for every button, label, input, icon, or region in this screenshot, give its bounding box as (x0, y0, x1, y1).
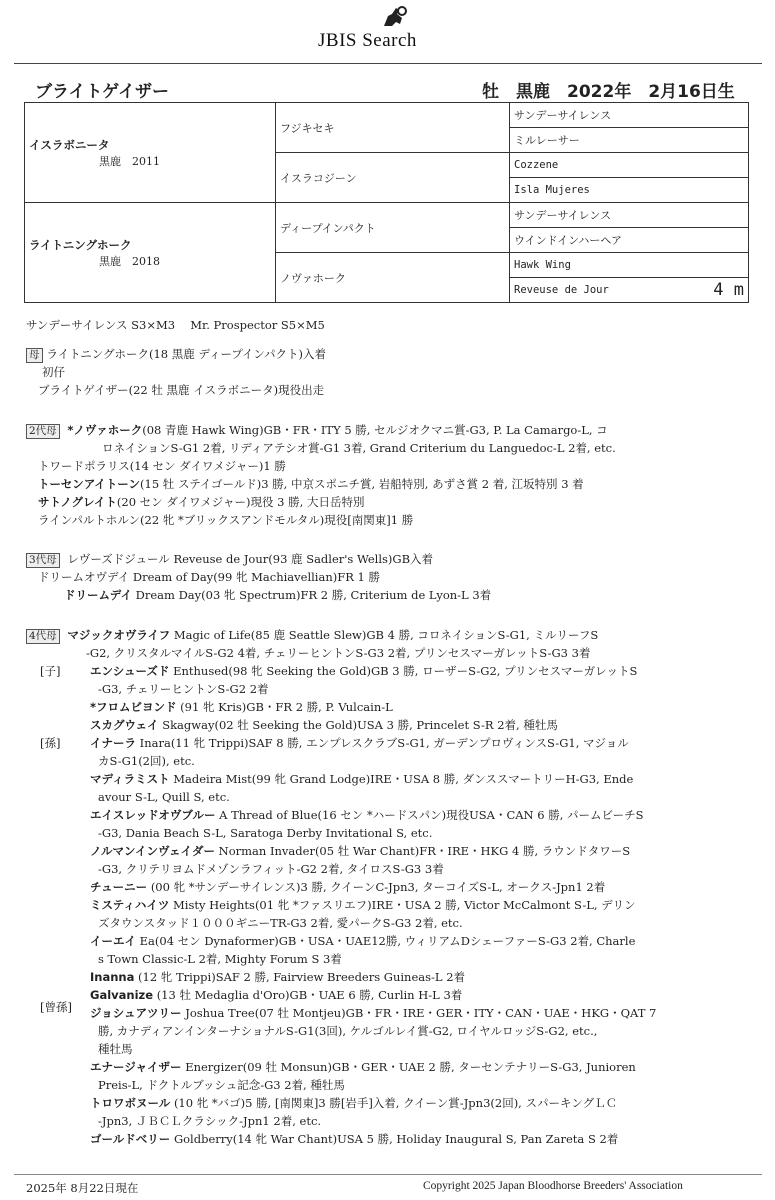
descendant-entry (98, 860, 444, 878)
descendant-record: Preis-L, ドクトルブッシュ記念-G3 2着, 種牡馬 (98, 1078, 345, 1092)
descendant-name[interactable]: ジョシュアツリー (90, 1006, 182, 1020)
g2-l4-text: (15 牡 ステイゴールド)3 勝, 中京スポニチ賞, 岩船特別, あずさ賞 2 着, 江坂特別 3 着 (140, 477, 584, 491)
g2-l3: トワードポラリス(14 セン ダイワメジャー)1 勝 (38, 459, 286, 473)
inbreeding-line: サンデーサイレンス S3×M3 Mr. Prospector S5×M5 (26, 318, 325, 332)
g2-name[interactable]: *ノヴァホーク (67, 423, 143, 437)
descendant-entry (90, 716, 558, 734)
descendant-name[interactable]: マディラミスト (90, 772, 170, 786)
descendant-entry (98, 914, 463, 932)
descendant-record: (91 牝 Kris)GB・FR 2 勝, P. Vulcain-L (180, 700, 393, 714)
descendant-name[interactable]: トロワボヌール (90, 1096, 171, 1110)
dss-cell[interactable]: サンデーサイレンス (510, 203, 749, 228)
descendant-record: Skagway(02 牡 Seeking the Gold)USA 3 勝, Princelet S-R 2着, 種牡馬 (162, 718, 558, 732)
descendant-name[interactable]: Inanna (90, 970, 135, 984)
g2-l6: ラインパルトホルン(22 牝 *ブリックスアンドモルタル)現役[南関東]1 勝 (38, 513, 414, 527)
g2-l2: ロネイションS-G1 2着, リディアテシオ賞-G1 3着, Grand Criterium du Languedoc-L 2着, etc. (102, 441, 616, 455)
descendant-record: Norman Invader(05 牡 War Chant)FR・IRE・HKG 4 勝, ラウンドタワーS (218, 844, 631, 858)
ds-cell[interactable]: ディープインパクト (276, 203, 510, 253)
site-logo[interactable]: JBIS Search (318, 30, 417, 51)
descendant-record: (12 牝 Trippi)SAF 2 勝, Fairview Breeders Guineas-L 2着 (138, 970, 466, 984)
footer-divider (14, 1174, 762, 1175)
g4-section (26, 626, 598, 644)
sire-detail: 黒鹿 2011 (99, 154, 160, 168)
g4-name[interactable]: マジックオヴライフ (67, 628, 171, 642)
descendant-record: Madeira Mist(99 牝 Grand Lodge)IRE・USA 8 勝, ダンススマートリーH-G3, Ende (173, 772, 634, 786)
descendant-record: -Jpn3, ＪＢＣＬクラシック-Jpn1 2着, etc. (98, 1114, 322, 1128)
g2-l1: (08 青鹿 Hawk Wing)GB・FR・ITY 5 勝, セルジオクマニ賞-G3, P. La Camargo-L, コ (142, 423, 608, 437)
descendant-entry (90, 698, 393, 716)
descendant-entry (90, 1004, 656, 1022)
descendant-entry (98, 950, 342, 968)
dam-line3: ブライトゲイザー(22 牡 黒鹿 イスラボニータ)現役出走 (38, 383, 325, 397)
descendant-record: Inara(11 牝 Trippi)SAF 8 勝, エンプレスクラブS-G1, ガーデンプロヴィンスS-G1, マジョル (139, 736, 629, 750)
descendant-entry (98, 1022, 597, 1040)
descendant-name[interactable]: *フロムビヨンド (90, 700, 177, 714)
descendant-record: -G3, チェリーヒントンS-G2 2着 (98, 682, 269, 696)
descendant-record: Goldberry(14 牝 War Chant)USA 5 勝, Holiday Inaugural S, Pan Zareta S 2着 (173, 1132, 619, 1146)
g2-l5-name[interactable]: サトノグレイト (38, 495, 117, 509)
descendant-record: カS-G1(2回), etc. (98, 754, 195, 768)
g4-tag: 4代母 (26, 629, 60, 644)
descendant-entry (90, 1130, 618, 1148)
descendant-record: Misty Heights(01 牝 *ファスリエフ)IRE・USA 2 勝, Victor McCalmont S-L, デリン (173, 898, 636, 912)
dd-cell[interactable]: ノヴァホーク (276, 253, 510, 303)
g2-l4-name[interactable]: トーセンアイトーン (38, 477, 141, 491)
sdd-cell[interactable]: Isla Mujeres (510, 178, 749, 203)
descendant-entry (98, 1076, 345, 1094)
footer-date: 2025年 8月22日現在 (26, 1181, 139, 1195)
descendant-entry (90, 662, 637, 680)
descendant-record: Enthused(98 牝 Seeking the Gold)GB 3 勝, ローザーS-G2, プリンセスマーガレットS (173, 664, 638, 678)
descendant-entry (90, 842, 630, 860)
descendant-entry (90, 770, 633, 788)
descendant-name[interactable]: ノルマンインヴェイダー (90, 844, 216, 858)
ss-cell[interactable]: フジキセキ (276, 103, 510, 153)
descendant-name[interactable]: エンシューズド (90, 664, 170, 678)
descendant-record: 勝, カナディアンインターナショナルS-G1(3回), ケルゴルレイ賞-G2, ロイヤルロッジS-G2, etc., (98, 1024, 598, 1038)
descendant-record: s Town Classic-L 2着, Mighty Forum S 3着 (98, 952, 342, 966)
descendant-record: (10 牝 *バゴ)5 勝, [南関東]3 勝[岩手]入着, クイーン賞-Jpn3(2回), スパーキングＬＣ (173, 1096, 618, 1110)
dam-name[interactable]: ライトニングホーク (29, 237, 132, 252)
family-number: 4 m (713, 280, 744, 300)
g3-section (26, 550, 433, 568)
g3-l1: レヴーズドジュール Reveuse de Jour(93 鹿 Sadler's Wells)GB入着 (67, 552, 434, 566)
g3-tag: 3代母 (26, 553, 60, 568)
sire-name[interactable]: イスラボニータ (29, 137, 110, 152)
g4-l2: -G2, クリスタルマイルS-G2 4着, チェリーヒントンS-G3 2着, プリンセスマーガレットS-G3 3着 (86, 646, 591, 660)
g2-section (26, 421, 608, 439)
descendant-entry (90, 734, 629, 752)
descendant-name[interactable]: ミスティハイツ (90, 898, 170, 912)
descendant-name[interactable]: エナージャイザー (90, 1060, 182, 1074)
g3-l3-name[interactable]: ドリームデイ (64, 588, 132, 602)
descendant-entry (90, 986, 462, 1004)
descendant-record: A Thread of Blue(16 セン *ハードスパン)現役USA・CAN 6 勝, パームビーチS (219, 808, 644, 822)
g2-l5 (38, 493, 364, 511)
dam-line1: ライトニングホーク(18 黒鹿 ディープインパクト)入着 (46, 347, 327, 361)
descendant-record: ズタウンスタッド１０００ギニーTR-G3 2着, 愛パークS-G3 2着, etc. (98, 916, 463, 930)
descendant-record: Joshua Tree(07 牡 Montjeu)GB・FR・IRE・GER・ITY・CAN・UAE・HKG・QAT 7 (185, 1006, 657, 1020)
g2-tag: 2代母 (26, 424, 60, 439)
descendant-entry (90, 1094, 617, 1112)
great-grandchildren-tag: [曾孫] (40, 1000, 72, 1014)
descendant-entry (90, 968, 465, 986)
ssd-cell[interactable]: ミルレーサー (510, 128, 749, 153)
descendant-entry (98, 1040, 133, 1058)
descendant-name[interactable]: イーエイ (90, 934, 136, 948)
descendant-entry (98, 1112, 321, 1130)
descendant-name[interactable]: チューニー (90, 880, 148, 894)
footer-copyright: Copyright 2025 Japan Bloodhorse Breeders' Association (423, 1180, 683, 1192)
grandchildren-tag: [孫] (40, 736, 61, 750)
dsd-cell[interactable]: ウインドインハーヘア (510, 228, 749, 253)
descendant-name[interactable]: ゴールドベリー (90, 1132, 171, 1146)
descendant-record: 種牡馬 (98, 1042, 133, 1056)
g2-l5-text: (20 セン ダイワメジャー)現役 3 勝, 大日岳特別 (116, 495, 365, 509)
dds-cell[interactable]: Hawk Wing (510, 253, 749, 278)
descendant-entry (90, 806, 643, 824)
sds-cell[interactable]: Cozzene (510, 153, 749, 178)
descendant-entry (90, 896, 636, 914)
sss-cell[interactable]: サンデーサイレンス (510, 103, 749, 128)
dam-section (26, 345, 326, 363)
descendant-record: -G3, クリテリヨムドメゾンラフィット-G2 2着, タイロスS-G3 3着 (98, 862, 444, 876)
g3-l3 (64, 586, 491, 604)
dam-detail: 黒鹿 2018 (99, 254, 160, 268)
horse-info: 牡 黒鹿 2022年 2月16日生 (482, 82, 735, 102)
descendant-record: (00 牝 *サンデーサイレンス)3 勝, クイーンC-Jpn3, ターコイズS-L, オークス-Jpn1 2着 (150, 880, 606, 894)
sd-cell[interactable]: イスラコジーン (276, 153, 510, 203)
descendant-entry (98, 788, 230, 806)
descendant-entry (98, 824, 432, 842)
descendant-name[interactable]: イナーラ (90, 736, 136, 750)
descendant-record: (13 牡 Medaglia d'Oro)GB・UAE 6 勝, Curlin H-L 3着 (156, 988, 463, 1002)
descendant-record: avour S-L, Quill S, etc. (98, 790, 230, 804)
dam-line2: 初仔 (42, 365, 65, 379)
horse-name: ブライトゲイザー (35, 82, 169, 102)
descendant-entry (98, 752, 195, 770)
descendant-entry (90, 878, 605, 896)
g3-l2: ドリームオヴデイ Dream of Day(99 牝 Machiavellian)FR 1 勝 (38, 570, 380, 584)
descendant-record: -G3, Dania Beach S-L, Saratoga Derby Invitational S, etc. (98, 826, 433, 840)
descendant-name[interactable]: スカグウェイ (90, 718, 159, 732)
dam-tag: 母 (26, 348, 43, 363)
descendant-record: Energizer(09 牡 Monsun)GB・GER・UAE 2 勝, ターセンテナリーS-G3, Junioren (185, 1060, 636, 1074)
descendant-name[interactable]: Galvanize (90, 988, 154, 1002)
descendant-record: Ea(04 セン Dynaformer)GB・USA・UAE12勝, ウィリアムDシェーファーS-G3 2着, Charle (139, 934, 636, 948)
descendant-entry (90, 932, 635, 950)
children-tag: [子] (40, 664, 61, 678)
descendant-entry (98, 680, 269, 698)
g3-l3-text: Dream Day(03 牝 Spectrum)FR 2 勝, Criterium de Lyon-L 3着 (135, 588, 492, 602)
g4-l1: Magic of Life(85 鹿 Seattle Slew)GB 4 勝, コロネイションS-G1, ミルリーフS (173, 628, 599, 642)
descendant-name[interactable]: エイスレッドオヴブルー (90, 808, 216, 822)
descendant-entry (90, 1058, 636, 1076)
g2-l4 (38, 475, 584, 493)
ddd-name[interactable]: Reveuse de Jour (514, 284, 609, 296)
